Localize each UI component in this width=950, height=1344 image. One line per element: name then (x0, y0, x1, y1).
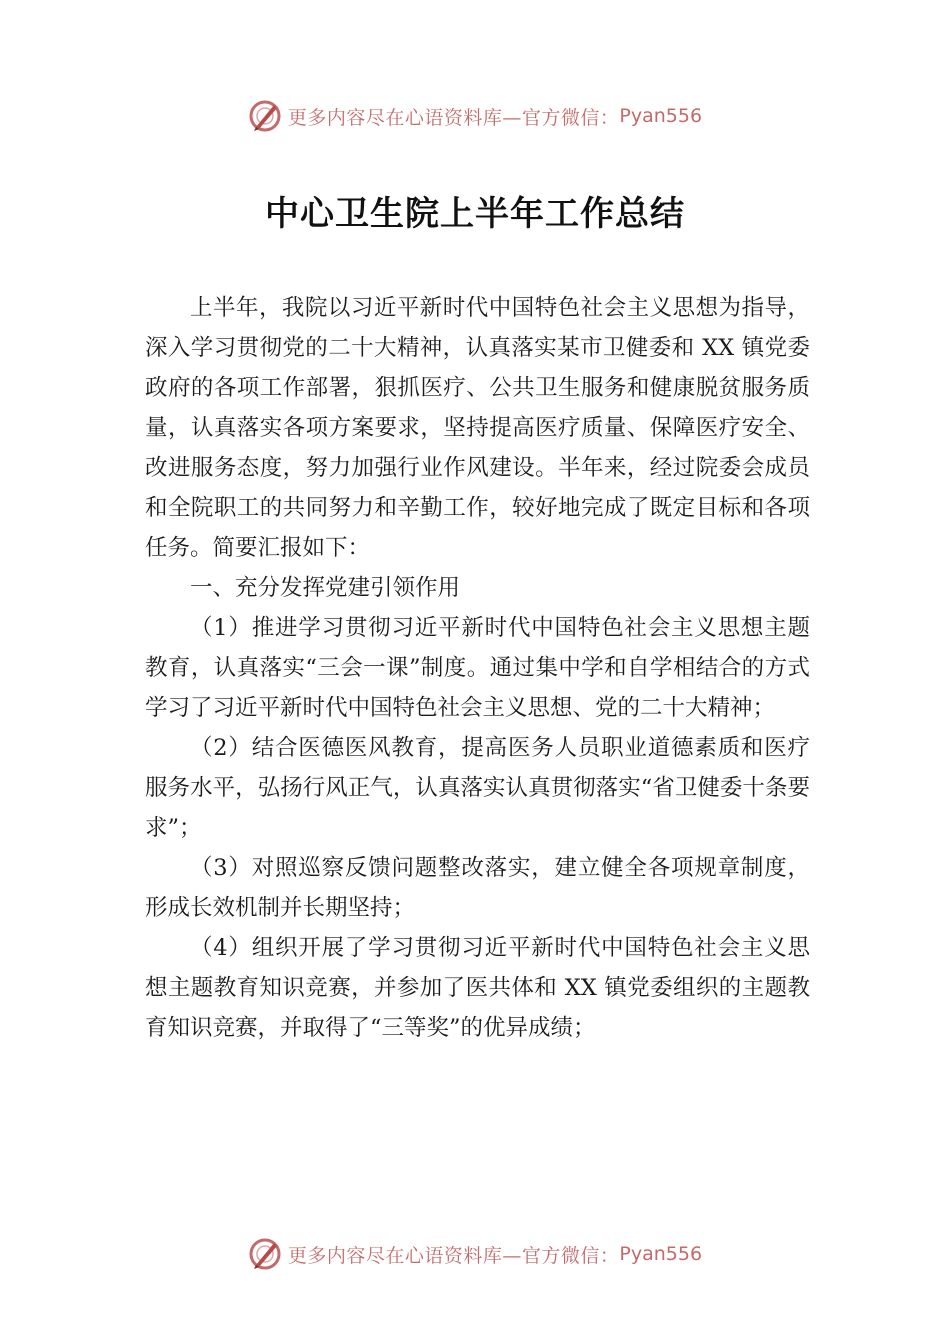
paragraph-item-4: （4）组织开展了学习贯彻习近平新时代中国特色社会主义思想主题教育知识竞赛，并参加了医共体和 XX 镇党委组织的主题教育知识竞赛，并取得了“三等奖”的优异成绩； (145, 935, 810, 1041)
paragraph-item-1: （1）推进学习贯彻习近平新时代中国特色社会主义思想主题教育，认真落实“三会一课”制度。通过集中学和自学相结合的方式学习了习近平新时代中国特色社会主义思想、党的二十大精神； (145, 615, 810, 721)
footer-watermark (0, 1234, 950, 1274)
paragraph-item-3: （3）对照巡察反馈问题整改落实，建立健全各项规章制度，形成长效机制并长期坚持； (145, 855, 810, 921)
watermark-text: 更多内容尽在心语资料库—官方微信： (287, 106, 620, 129)
document-body (145, 288, 810, 1048)
pen-logo-icon (248, 99, 282, 133)
paragraph-item-2: （2）结合医德医风教育，提高医务人员职业道德素质和医疗服务水平，弘扬行风正气，认真落实认真贯彻落实“省卫健委十条要求”； (145, 735, 810, 841)
pen-logo-icon (248, 1237, 282, 1271)
paragraph-intro: 上半年，我院以习近平新时代中国特色社会主义思想为指导，深入学习贯彻党的二十大精神，认真落实某市卫健委和 XX 镇党委政府的各项工作部署，狠抓医疗、公共卫生服务和健康脱贫服务质量，认真落实各项方案要求，坚持提高医疗质量、保障医疗安全、改进服务态度，努力加强行业作风建设。半年来，经过院委会成员和全院职工的共同努力和辛勤工作，较好地完成了既定目标和各项任务。简要汇报如下： (145, 295, 810, 561)
watermark-wechat-id: Pyan556 (619, 105, 703, 127)
watermark-wechat-id: Pyan556 (619, 1243, 703, 1265)
document-title: 中心卫生院上半年工作总结 (265, 194, 685, 234)
section-heading: 一、充分发挥党建引领作用 (190, 575, 461, 601)
watermark-text: 更多内容尽在心语资料库—官方微信： (287, 1244, 620, 1267)
header-watermark (0, 96, 950, 136)
